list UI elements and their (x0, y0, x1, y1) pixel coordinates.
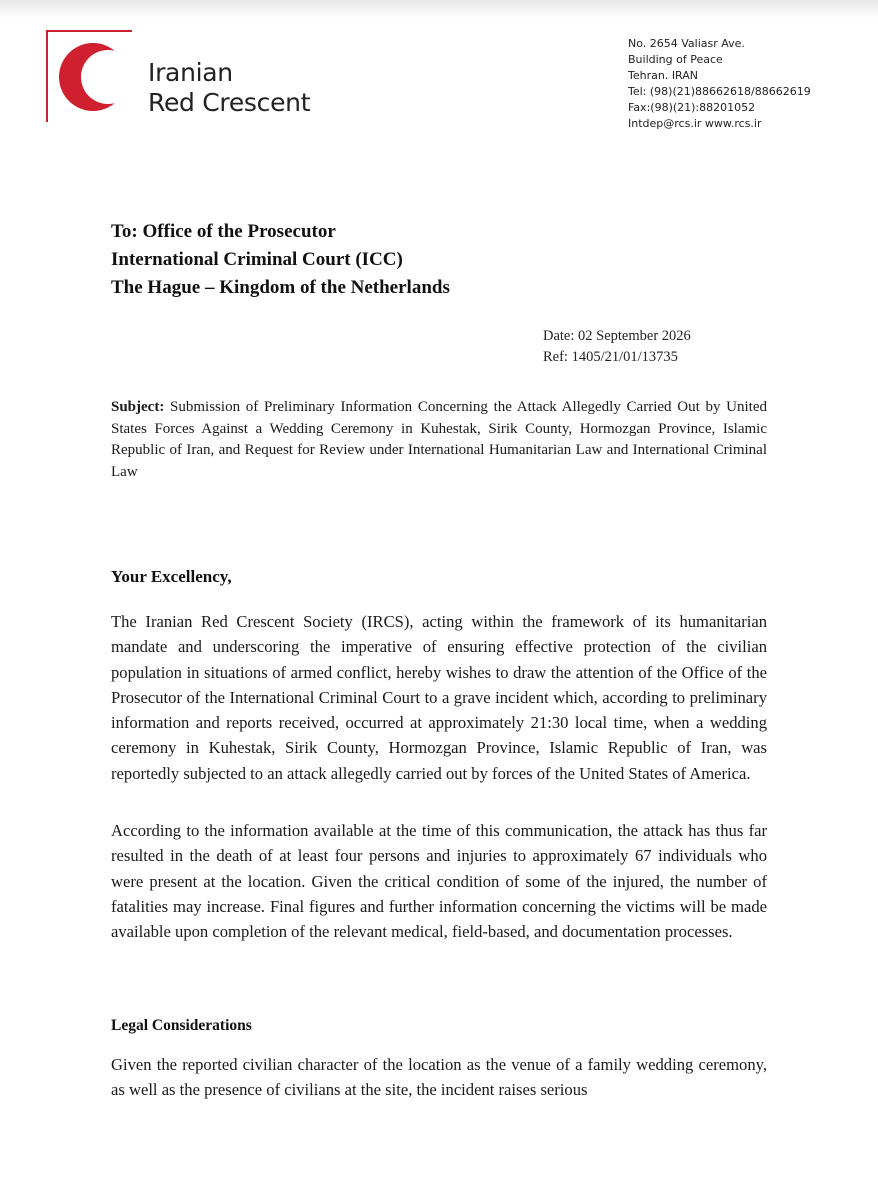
address-city: Tehran. IRAN (628, 69, 699, 82)
body-paragraph-1: The Iranian Red Crescent Society (IRCS), acting within the framework of its humanitarian mandate and underscoring the imperative of ensuring effective protection of the civilian population in situations of armed conflict, hereby wishes to draw the attention of the Office of the Prosecutor of the International Criminal Court to a grave incident which, according to preliminary information and reports received, occurred at approximately 21:30 local time, when a wedding ceremony in Kuhestak, Sirik County, Hormozgan Province, Islamic Republic of Iran, was reportedly subjected to an attack allegedly carried out by forces of the United States of America. (111, 612, 767, 783)
body-paragraph-2: According to the information available at the time of this communication, the attack has thus far resulted in the death of at least four persons and injuries to approximately 67 individuals who were present at the location. Given the critical condition of some of the injured, the number of fatalities may increase. Final figures and further information concerning the victims will be made available upon completion of the relevant medical, field-based, and documentation processes. (111, 821, 767, 942)
address-street: No. 2654 Valiasr Ave. (628, 37, 745, 50)
subject-block (111, 397, 767, 483)
page-edge-shadow (0, 0, 878, 18)
letter-reference: Ref: 1405/21/01/13735 (543, 349, 678, 365)
organization-name (148, 58, 310, 118)
red-crescent-icon (56, 40, 126, 114)
red-crescent-logo (46, 30, 132, 122)
date-reference-block (543, 326, 691, 368)
subject-text: Submission of Preliminary Information Concerning the Attack Allegedly Carried Out by United States Forces Against a Wedding Ceremony in Kuhestak, Sirik County, Hormozgan Province, Islamic Republic of Iran, and Request for Review under International Humanitarian Law and International Criminal Law (111, 399, 767, 480)
recipient-line1: To: Office of the Prosecutor (111, 221, 336, 242)
address-email-web: Intdep@rcs.ir www.rcs.ir (628, 117, 762, 130)
org-name-line2: Red Crescent (148, 88, 311, 117)
address-phone: Tel: (98)(21)88662618/88662619 (628, 85, 811, 98)
salutation: Your Excellency, (111, 567, 232, 586)
letter-date: Date: 02 September 2026 (543, 328, 691, 344)
letterhead-address (628, 36, 811, 132)
body-paragraph-3: Given the reported civilian character of the location as the venue of a family wedding ceremony, as well as the presence of civilians at the site, the incident raises serious (111, 1055, 767, 1100)
recipient-block (111, 218, 450, 302)
section-heading-legal: Legal Considerations (111, 1017, 252, 1034)
address-building: Building of Peace (628, 53, 723, 66)
recipient-line2: International Criminal Court (ICC) (111, 249, 403, 270)
recipient-line3: The Hague – Kingdom of the Netherlands (111, 277, 450, 298)
address-fax: Fax:(98)(21):88201052 (628, 101, 756, 114)
org-name-line1: Iranian (148, 58, 233, 87)
subject-label: Subject: (111, 399, 165, 415)
